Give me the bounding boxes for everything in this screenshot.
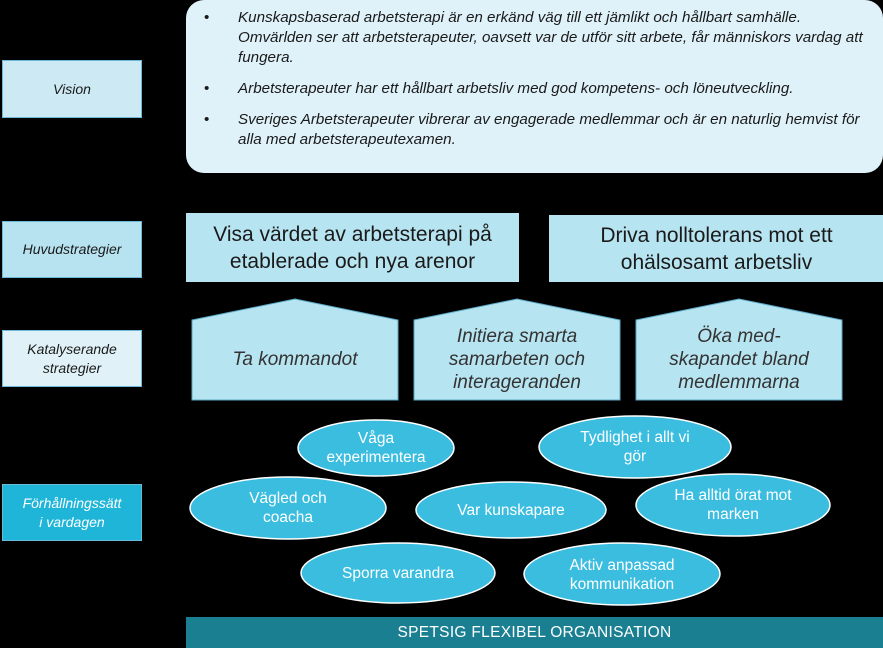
attitude-label: Var kunskapare [457, 501, 565, 519]
vision-item: • Sveriges Arbetsterapeuter vibrerar av engagerade medlemmar och är en naturlig hemvist för alla med arbetsterapeutexamen. [200, 110, 867, 150]
attitude-label: Vägled och coacha [249, 490, 327, 526]
row-label-huvudstrategier: Huvudstrategier [2, 221, 142, 278]
catalyst-strategy-label: Ta kommandot [232, 348, 358, 370]
row-label-vision: Vision [2, 60, 142, 118]
catalyst-strategy-label: Öka med-skapandet bland medlemmarna [669, 325, 809, 393]
attitude-label: Sporra varandra [341, 564, 454, 582]
row-label-katalyserande: Katalyserande strategier [2, 330, 142, 387]
catalyst-strategy-label: Initiera smarta samarbeten och interageranden [448, 325, 586, 393]
vision-item: • Arbetsterapeuter har ett hållbart arbetsliv med god kompetens- och löneutveckling. [200, 79, 867, 99]
main-strategy-box: Visa värdet av arbetsterapi på etablerade och nya arenor [186, 213, 519, 282]
vision-item: • Kunskapsbaserad arbetsterapi är en erkänd väg till ett jämlikt och hållbart samhälle. Omvärlden ser att arbetsterapeuter, oavsett var de utför sitt arbete, får människors vardag att fungera. [200, 8, 867, 68]
attitude-label: Aktiv anpassad kommunikation [569, 557, 675, 593]
foundation-bar: SPETSIG FLEXIBEL ORGANISATION [186, 617, 883, 648]
attitude-label: Tydlighet i allt vi gör [580, 429, 690, 465]
main-strategy-box: Driva nolltolerans mot ett ohälsosamt arbetsliv [549, 215, 883, 282]
attitude-label: Våga experimentera [326, 430, 426, 466]
attitude-label: Ha alltid örat mot marken [674, 487, 792, 523]
row-label-forhallningssatt: Förhållningssätt i vardagen [2, 484, 142, 541]
